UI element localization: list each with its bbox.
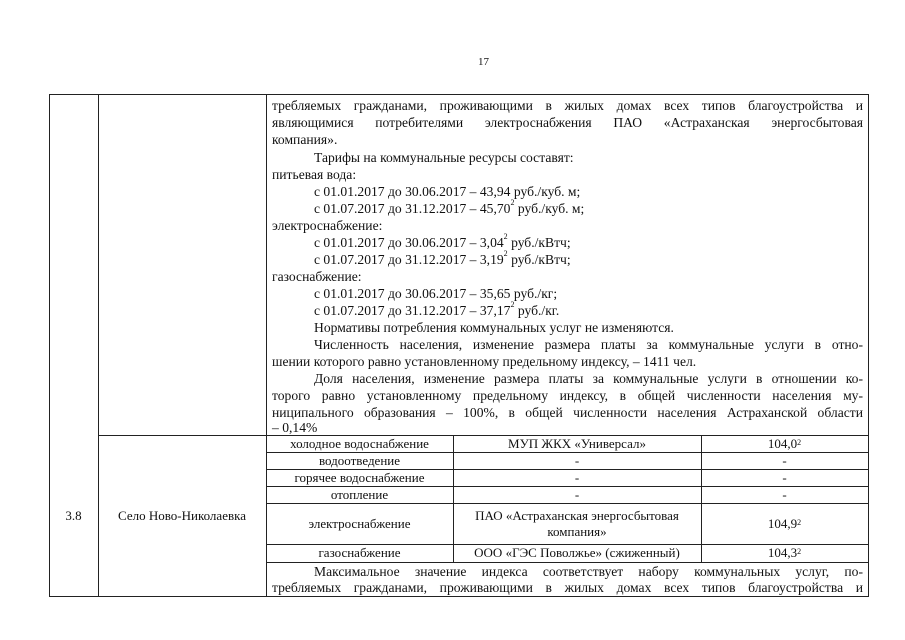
table-top-border xyxy=(49,94,869,95)
table-bottom-border xyxy=(49,596,869,597)
service-index: 104,3 $^2$ xyxy=(767,545,802,560)
population-text: шении которого равно установленному предельному индексу, – 1411 чел. xyxy=(272,354,697,369)
service-name: электроснабжение xyxy=(308,515,411,531)
share-text: – 0,14% xyxy=(272,420,318,435)
service-provider: ПАО «Астраханская энергосбытовая компания» xyxy=(475,507,679,539)
share-text: торого равно установленному предельному индексу, в общей численности населения му- xyxy=(272,388,863,403)
page-number: 17 xyxy=(478,56,489,68)
service-index: 104,0 $^2$ xyxy=(767,435,802,451)
gas-label: газоснабжение: xyxy=(272,269,362,284)
share-text: ниципального образования – 100%, в общей численности населения Астраханской области xyxy=(272,405,863,420)
service-name: холодное водоснабжение xyxy=(290,435,429,451)
service-index: - xyxy=(782,452,787,468)
max-index-text: Максимальное значение индекса соответствует набору коммунальных услуг, по- xyxy=(314,564,863,579)
service-index: 104,9 $^2$ xyxy=(767,515,802,531)
electro-tariff-1: с 01.01.2017 до 30.06.2017 – 3,04$^2$ руб./кВтч; xyxy=(314,232,571,250)
max-index-text: требляемых гражданами, проживающими в жилых домах всех типов благоустройства и xyxy=(272,580,863,595)
row-number: 3.8 xyxy=(65,507,82,523)
settlement-name: Село Ново-Николаевка xyxy=(118,507,246,523)
service-name: газоснабжение xyxy=(318,545,401,560)
service-name: водоотведение xyxy=(318,452,401,468)
water-tariff-2: с 01.07.2017 до 31.12.2017 – 45,70$^2$ руб./куб. м; xyxy=(314,198,585,216)
gas-tariff-1: с 01.01.2017 до 30.06.2017 – 35,65 руб./кг; xyxy=(314,286,558,301)
service-provider: ООО «ГЭС Поволжье» (сжиженный) xyxy=(474,545,680,560)
electro-tariff-2: с 01.07.2017 до 31.12.2017 – 3,19$^2$ руб./кВтч; xyxy=(314,249,571,267)
water-label: питьевая вода: xyxy=(272,167,357,182)
service-name: горячее водоснабжение xyxy=(294,469,425,485)
service-provider: МУП ЖКХ «Универсал» xyxy=(508,435,646,451)
service-name: отопление xyxy=(330,486,389,502)
electro-label: электроснабжение: xyxy=(272,218,383,233)
service-provider: - xyxy=(574,486,580,502)
text-line: являющимися потребителями электроснабжения ПАО «Астраханская энергосбытовая xyxy=(272,115,863,130)
service-provider: - xyxy=(574,452,580,468)
data-table xyxy=(49,94,869,597)
text-line: компания». xyxy=(272,132,338,147)
gas-tariff-2: с 01.07.2017 до 31.12.2017 – 37,17$^2$ руб./кг. xyxy=(314,300,560,318)
service-index: - xyxy=(782,469,787,485)
water-tariff-1: с 01.01.2017 до 30.06.2017 – 43,94 руб./куб. м; xyxy=(314,184,581,199)
population-text: Численность населения, изменение размера платы за коммунальные услуги в отно- xyxy=(314,337,863,352)
service-index: - xyxy=(782,486,787,502)
service-provider: - xyxy=(574,469,580,485)
share-text: Доля населения, изменение размера платы за коммунальные услуги в отношении ко- xyxy=(314,371,863,386)
tariffs-heading: Тарифы на коммунальные ресурсы составят: xyxy=(314,150,574,165)
table-right-border xyxy=(868,94,869,597)
norms-text: Нормативы потребления коммунальных услуг не изменяются. xyxy=(314,320,674,335)
text-line: требляемых гражданами, проживающими в жилых домах всех типов благоустройства и xyxy=(272,98,863,113)
